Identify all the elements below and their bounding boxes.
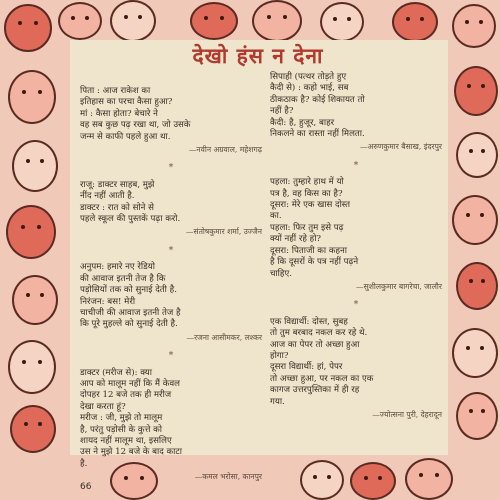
cartoon-face-icon bbox=[350, 462, 396, 500]
separator: * bbox=[353, 160, 359, 171]
cartoon-face-icon bbox=[392, 2, 438, 42]
cartoon-face-icon bbox=[190, 2, 238, 40]
joke-credit: —नवीन अग्रवाल, महेशगढ़ bbox=[188, 145, 262, 155]
separator: * bbox=[168, 351, 174, 362]
joke-item bbox=[80, 86, 262, 155]
cartoon-face-icon bbox=[452, 328, 498, 378]
joke-item bbox=[270, 72, 442, 153]
cartoon-face-icon bbox=[456, 392, 498, 440]
joke-item bbox=[270, 177, 442, 292]
cartoon-face-icon bbox=[456, 262, 498, 310]
joke-text: एक विद्यार्थी: दोस्त, सुबह तो तुम बरबाद नकल कर रहे थे. आज का पेपर तो अच्छा हुआ होगा? दूसरा विद्यार्थी: हां, पेपर तो अच्छा हुआ, पर नकल का एक कागज उत्तरपुस्तिका में ही रह गया. bbox=[270, 316, 374, 407]
joke-item bbox=[80, 368, 262, 483]
cartoon-face-icon bbox=[4, 4, 52, 52]
cartoon-face-icon bbox=[6, 205, 56, 259]
cartoon-face-icon bbox=[454, 66, 498, 116]
cartoon-face-icon bbox=[405, 458, 453, 500]
cartoon-face-icon bbox=[456, 132, 498, 178]
cartoon-face-icon bbox=[12, 140, 58, 192]
cartoon-face-icon bbox=[10, 405, 56, 453]
joke-item bbox=[80, 180, 262, 238]
joke-credit: —कमल भरोसा, कानपुर bbox=[194, 472, 262, 482]
joke-text: पिता : आज राकेश का इतिहास का परचा कैसा हुआ? मां : कैसा होता? बेचारे ने वह सब कुछ पढ़ रखा था, जो उसके जन्म से काफी पहले हुआ था. bbox=[80, 86, 191, 142]
cartoon-face-icon bbox=[8, 340, 56, 394]
joke-credit: —रजना आसीमकर, लश्कर bbox=[186, 332, 262, 342]
joke-text: राजू: डाक्टर साहब, मुझे नींद नहीं आती है. डाक्टर : रात को सोने से पहले स्कूल की पुस्तकें पढ़ा करो. bbox=[80, 179, 181, 225]
separator: * bbox=[168, 245, 174, 256]
joke-credit: —सुशीलकुमार बागरेचा, जालौर bbox=[356, 281, 442, 291]
joke-text: पहला: तुम्हारे हाथ में यो पत्र है, वह किस का है? दूसरा: मेरे एक खास दोस्त का. पहला: फिर तुम इसे पढ़ क्यों नहीं रहे हो? दूसरा: पिताजी का कहना है कि दूसरों के पत्र नहीं पढ़ने चाहिए. bbox=[270, 177, 359, 279]
joke-text: सिपाही (पत्थर तोड़ते हुए कैदी से) : कहो भाई, सब ठीकठाक है? कोई शिकायत तो नहीं है? कैदी: है, हुजूर, बाहर निकलने का रास्ता नहीं मिलता. bbox=[270, 72, 365, 140]
joke-credit: —संतोषकुमार शर्मा, उज्जैन bbox=[185, 227, 262, 237]
cartoon-face-icon bbox=[252, 0, 302, 42]
left-column bbox=[80, 86, 262, 491]
separator: * bbox=[168, 163, 174, 174]
joke-item bbox=[270, 317, 442, 421]
page-number: 66 bbox=[80, 482, 92, 492]
right-column bbox=[270, 72, 442, 428]
cartoon-face-icon bbox=[110, 0, 156, 42]
joke-item bbox=[80, 262, 262, 343]
cartoon-face-icon bbox=[320, 2, 364, 42]
cartoon-face-icon bbox=[8, 70, 56, 124]
joke-text: अनुपम: हमारे नए रेडियो की आवाज इतनी तेज है कि पड़ोसियों तक को सुनाई देती है. निरंजन: बस! मेरी चाचीजी की आवाज इतनी तेज है कि पूरे मुहल्ले को सुनाई देती है. bbox=[80, 262, 181, 330]
separator: * bbox=[353, 300, 359, 311]
cartoon-face-icon bbox=[12, 275, 58, 325]
joke-credit: —अरुणकुमार बैसाख, इंदरपुर bbox=[359, 142, 442, 152]
cartoon-face-icon bbox=[452, 195, 498, 245]
joke-text: डाक्टर (मरीज से): क्या आप को मालूम नहीं कि मैं केवल दोपहर 12 बजे तक ही मरीज देखा करता हूं? मरीज : जी, मुझे तो मालूम है, परंतु पड़ोसी के कुत्ते को शायद नहीं मालूम था, इसलिए उस ने मुझे 12 बजे के बाद काटा है. bbox=[80, 367, 182, 469]
joke-credit: —ज्योत्सना पुरी, देहरादून bbox=[372, 409, 442, 419]
cartoon-face-icon bbox=[300, 460, 344, 500]
page-title: देखो हंस न देना bbox=[192, 44, 324, 68]
cartoon-face-icon bbox=[452, 4, 496, 48]
cartoon-face-icon bbox=[58, 2, 102, 40]
